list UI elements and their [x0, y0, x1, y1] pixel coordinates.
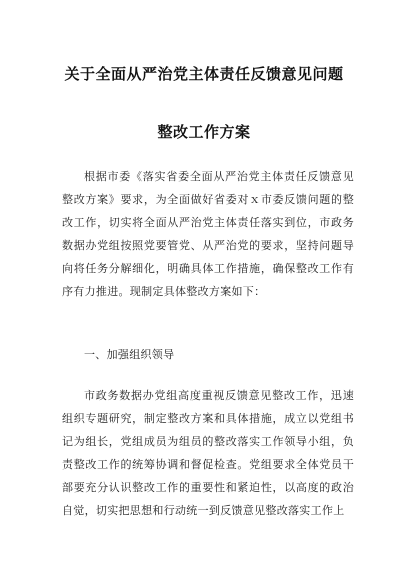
intro-paragraph: 根据市委《落实省委全面从严治党主体责任反馈意见整改方案》要求，为全面做好省委对ｘ市委反馈问题的整改工作，切实将全面从严治党主体责任落实到位，市政务数据办党组按照党要管党、从严治党的要求，坚持问题导向将任务分解细化，明确具体工作措施，确保整改工作有序有力推进。现制定具体整改方案如下： — [62, 170, 354, 298]
document-title-line-1: 关于全面从严治党主体责任反馈意见问题 — [64, 65, 344, 83]
section-heading: 一、加强组织领导 — [84, 348, 175, 361]
document-title-line-2: 整改工作方案 — [157, 123, 251, 141]
body-paragraph: 市政务数据办党组高度重视反馈意见整改工作，迅速组织专题研究，制定整改方案和具体措施，成立以党组书记为组长，党组成员为组员的整改落实工作领导小组，负责整改工作的统筹协调和督促检查。党组要求全体党员干部要充分认识整改工作的重要性和紧迫性，以高度的政治自觉，切实把思想和行动统一到反馈意见整改落实工作上 — [62, 389, 354, 517]
